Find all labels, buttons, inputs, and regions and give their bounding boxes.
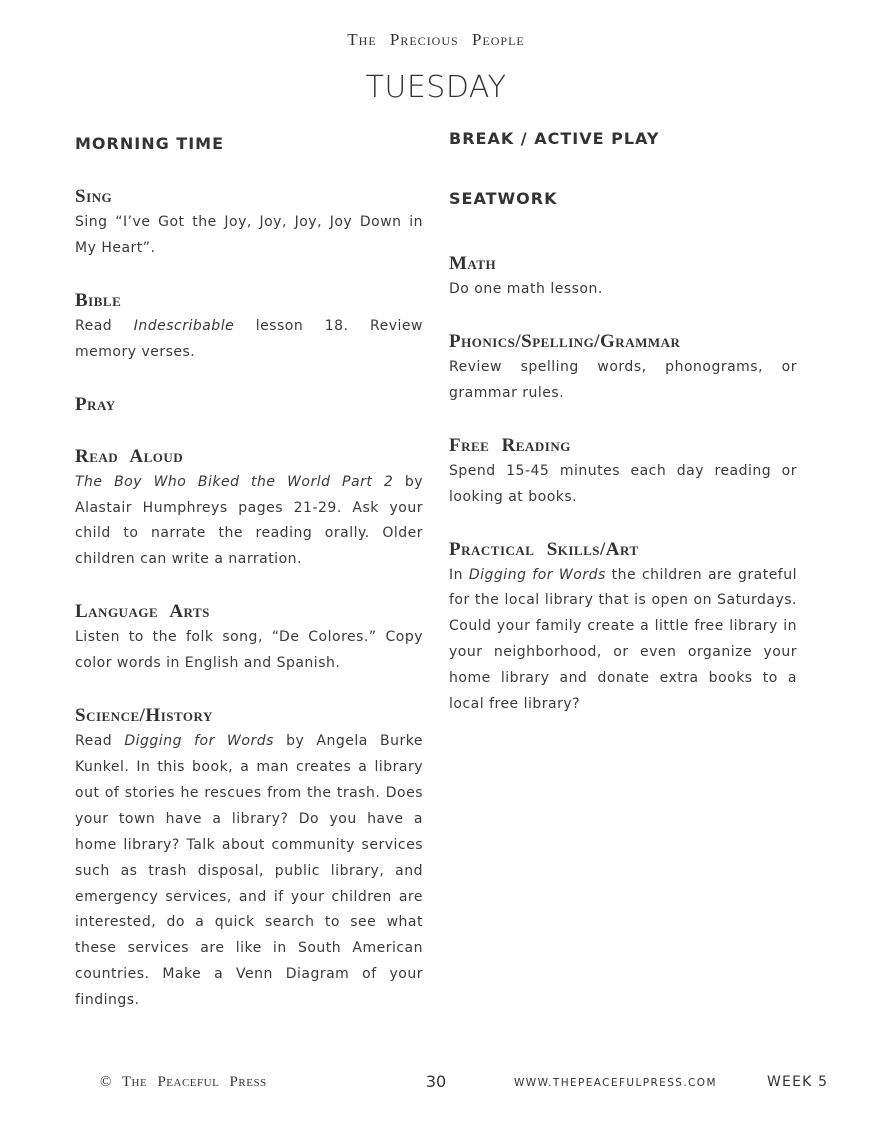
pray-heading: Pray <box>75 393 116 415</box>
left-column <box>75 130 423 1014</box>
language-arts-heading: Language Arts <box>75 601 210 623</box>
practical-skills-heading: Practical Skills/Art <box>449 538 639 560</box>
science-history-heading: Science/History <box>75 705 213 727</box>
publisher-credit: © The Peaceful Press <box>100 1074 267 1090</box>
bible-book-title: Indescribable <box>133 317 235 334</box>
read-aloud-heading: Read Aloud <box>75 445 184 467</box>
science-book-title: Digging for Words <box>124 733 274 750</box>
read-aloud-book-title: The Boy Who Biked the World Part 2 <box>75 473 394 490</box>
morning-time-heading: MORNING TIME <box>75 134 224 153</box>
math-text: Do one math lesson. <box>449 281 603 297</box>
right-column <box>449 125 797 718</box>
seatwork-heading: SEATWORK <box>449 189 558 208</box>
language-arts-text: Listen to the folk song, “De Colores.” Copy color words in English and Spanish. <box>75 629 423 672</box>
page-title: TUESDAY <box>365 70 507 105</box>
page-number: 30 <box>425 1072 447 1091</box>
practical-book-title: Digging for Words <box>468 566 606 583</box>
break-heading: BREAK / ACTIVE PLAY <box>449 129 660 148</box>
science-history-text: Read Digging for Words by Angela Burke Kunkel. In this book, a man creates a library out of stories he rescues from the trash. Does your town have a library? Do you have a home library? Talk about community services such as trash disposal, public library, and emergency services, and if your children are interested, do a quick search to see what these services are like in South American countries. Make a Venn Diagram of your findings. <box>75 733 423 1009</box>
running-title: The Precious People <box>347 30 525 49</box>
website-url: WWW.THEPEACEFULPRESS.COM <box>514 1077 717 1089</box>
sing-text: Sing “I’ve Got the Joy, Joy, Joy, Joy Down in My Heart”. <box>75 214 423 256</box>
free-reading-text: Spend 15-45 minutes each day reading or looking at books. <box>449 462 797 505</box>
phonics-text: Review spelling words, phonograms, or grammar rules. <box>449 358 797 401</box>
read-aloud-text: The Boy Who Biked the World Part 2 by Alastair Humphreys pages 21-29. Ask your child to narrate the reading orally. Older children can write a narration. <box>75 473 423 568</box>
practical-skills-text: In Digging for Words the children are grateful for the local library that is open on Saturdays. Could your family create a little free library in your neighborhood, or even organize your home library and donate extra books to a local free library? <box>449 566 797 713</box>
bible-heading: Bible <box>75 289 122 311</box>
free-reading-heading: Free Reading <box>449 434 571 456</box>
math-heading: Math <box>449 253 497 274</box>
week-label: WEEK 5 <box>767 1074 829 1090</box>
phonics-heading: Phonics/Spelling/Grammar <box>449 330 681 352</box>
bible-text: Read Indescribable lesson 18. Review memory verses. <box>75 317 423 360</box>
sing-heading: Sing <box>75 186 113 207</box>
